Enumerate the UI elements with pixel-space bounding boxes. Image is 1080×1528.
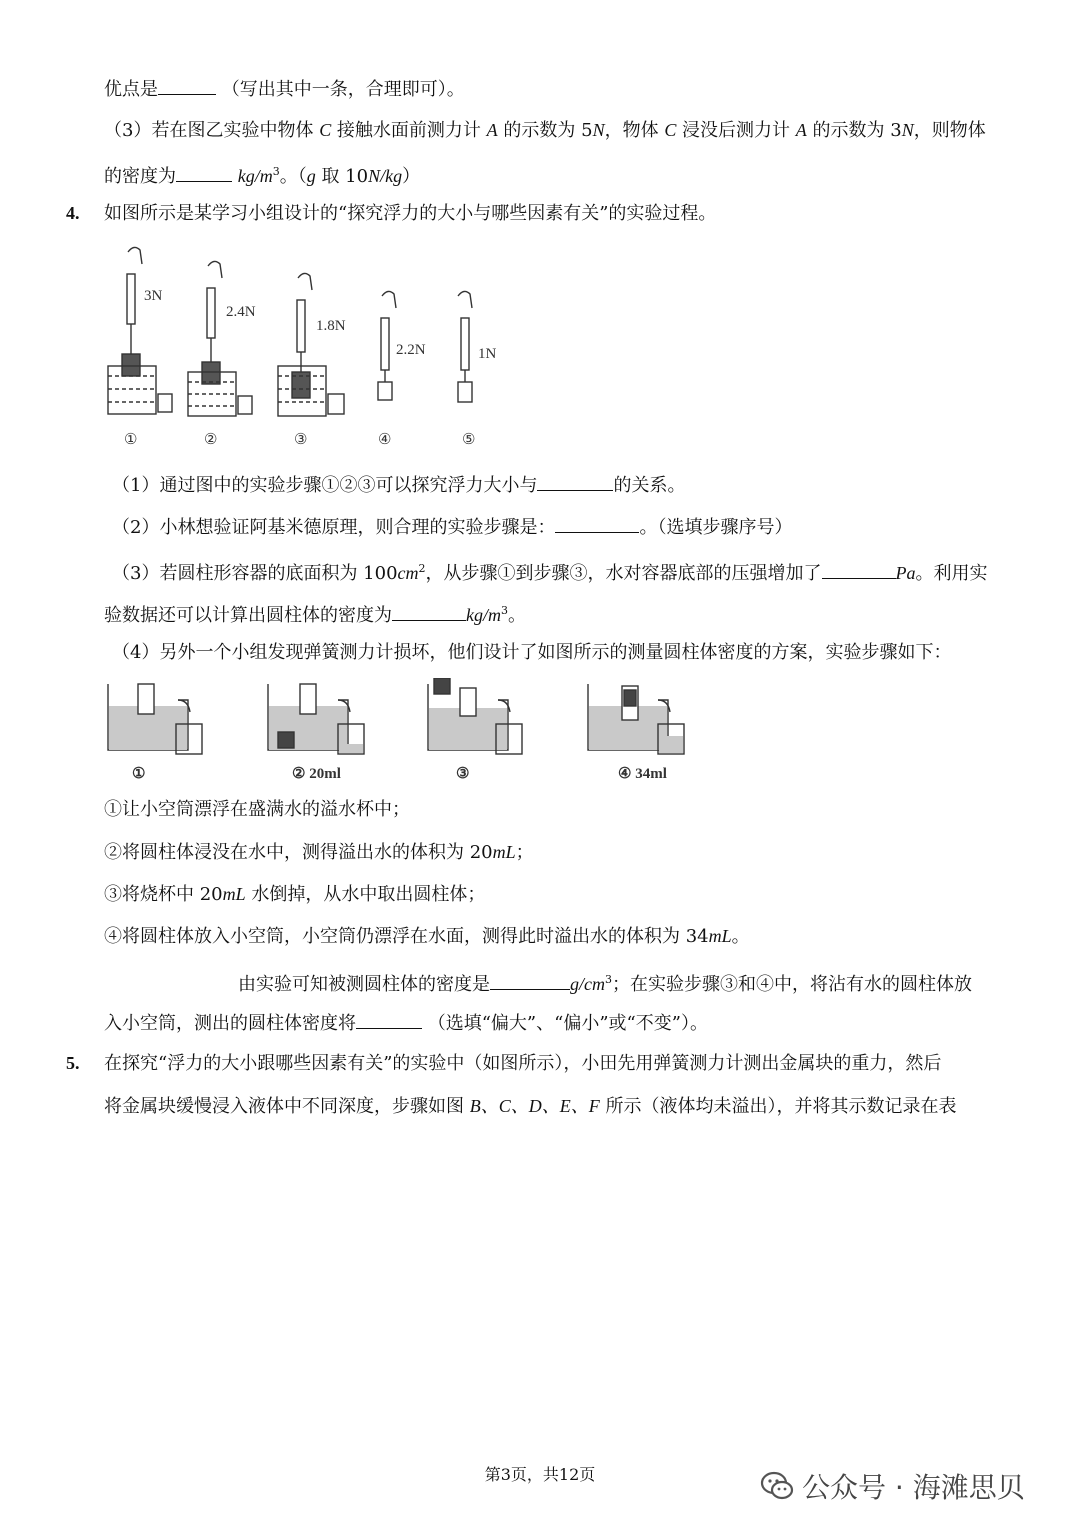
answer-blank[interactable] — [158, 76, 216, 95]
text: （3）若在图乙实验中物体 — [104, 120, 320, 141]
force-label: 2.2N — [396, 342, 426, 358]
q3-part3-line1 — [104, 118, 986, 143]
step-label: ④ — [378, 432, 392, 448]
symbol: C — [664, 120, 677, 140]
q4-step2 — [104, 840, 534, 865]
symbol: B、C、D、E、F — [469, 1096, 600, 1116]
text: ，物体 — [604, 120, 665, 141]
q4-part3-line2: 验数据还可以计算出圆柱体的密度为 $kg/m^3$。 — [104, 604, 526, 626]
text: ①让小空筒漂浮在盛满水的溢水杯中； — [104, 799, 410, 820]
text: ； — [515, 842, 534, 863]
text: 。 — [731, 926, 750, 947]
answer-blank[interactable] — [822, 560, 896, 579]
unit: mL — [492, 842, 516, 862]
q3-part3-line2: 的密度为 $kg/m^3$。（g 取 10N/kg） — [104, 165, 421, 187]
q4-step3 — [104, 882, 485, 907]
text: 验数据还可以计算出圆柱体的密度为 — [104, 605, 392, 626]
figure-spring-scale-experiment — [100, 244, 520, 454]
symbol: g — [306, 166, 316, 186]
symbol: A — [795, 120, 807, 140]
text: 。 — [508, 605, 526, 626]
q5-line2 — [104, 1094, 956, 1119]
text: 如图所示是某学习小组设计的“探究浮力的大小与哪些因素有关”的实验过程。 — [104, 203, 717, 224]
text: 的示数为 3 — [806, 120, 902, 141]
step-label: ⑤ — [462, 432, 476, 448]
text: 由实验可知被测圆柱体的密度是 — [238, 974, 490, 995]
text: 的密度为 — [104, 166, 176, 187]
text: （4）另外一个小组发现弹簧测力计损坏，他们设计了如图所示的测量圆柱体密度的方案，实验步骤如下： — [112, 642, 952, 663]
text: 浸没后测力计 — [676, 120, 796, 141]
force-label: 3N — [144, 288, 163, 304]
q4-part4 — [112, 641, 951, 665]
unit: mL — [708, 926, 732, 946]
text: 水倒掉，从水中取出圆柱体； — [245, 884, 486, 905]
text: （1）通过图中的实验步骤①②③可以探究浮力大小与 — [112, 475, 538, 496]
answer-blank[interactable] — [176, 163, 232, 182]
page-footer: 第3页，共12页 — [484, 1465, 596, 1484]
step-label: ③ — [294, 432, 308, 448]
unit: N/kg — [368, 166, 403, 186]
answer-blank[interactable] — [537, 472, 613, 491]
wechat-icon — [760, 1469, 794, 1503]
text: ） — [402, 166, 421, 187]
text: （3）若圆柱形容器的底面积为 100 — [112, 563, 398, 584]
answer-blank[interactable] — [555, 514, 639, 533]
unit: kg/m — [237, 166, 273, 186]
text: 取 10 — [315, 166, 369, 187]
text: （选填“偏大”、“偏小”或“不变”）。 — [427, 1013, 708, 1034]
q4-step4 — [104, 924, 750, 949]
text: （2）小林想验证阿基米德原理，则合理的实验步骤是： — [112, 517, 556, 538]
text: ④将圆柱体放入小空筒，小空筒仍漂浮在水面，测得此时溢出水的体积为 34 — [104, 926, 709, 947]
step-label: ② 20ml — [292, 766, 341, 782]
text: 接触水面前测力计 — [331, 120, 487, 141]
text: 入小空筒，测出的圆柱体密度将 — [104, 1013, 356, 1034]
text: ③将烧杯中 20 — [104, 884, 223, 905]
force-label: 1.8N — [316, 318, 346, 334]
symbol: N — [901, 120, 914, 140]
force-label: 1N — [478, 346, 497, 362]
text: 的关系。 — [613, 475, 686, 496]
step-label: ③ — [456, 766, 470, 782]
answer-blank[interactable] — [392, 602, 466, 621]
watermark-text: 公众号 · 海滩思贝 — [802, 1471, 1025, 1504]
q4-stem — [104, 202, 716, 226]
unit: g/cm — [570, 974, 605, 994]
text: ②将圆柱体浸没在水中，测得溢出水的体积为 20 — [104, 842, 493, 863]
symbol: C — [319, 120, 332, 140]
question-number: 5. — [66, 1053, 80, 1073]
step-label: ① — [132, 766, 146, 782]
text: 。利用实 — [915, 563, 988, 584]
force-label: 2.4N — [226, 304, 256, 320]
watermark — [760, 1466, 1025, 1506]
text: 在探究“浮力的大小跟哪些因素有关”的实验中（如图所示），小田先用弹簧测力计测出金属块的重力，然后 — [104, 1053, 942, 1074]
q4-part3-line1: （3）若圆柱形容器的底面积为 $100cm^2$，从步骤①到步骤③，水对容器底部的压强增加了 Pa。利用实 — [112, 562, 988, 584]
unit: Pa — [895, 563, 916, 583]
q4-step1 — [104, 798, 410, 822]
step-label: ② — [204, 432, 218, 448]
figure-overflow-cup-experiment — [100, 678, 700, 786]
step-label: ④ 34ml — [618, 766, 667, 782]
text: 所示（液体均未溢出），并将其示数记录在表 — [599, 1096, 957, 1117]
q4-conclusion-line1: 由实验可知被测圆柱体的密度是 $g/cm^3$；在实验步骤③和④中，将沾有水的圆柱体放 — [238, 973, 972, 995]
q3-line-advantage — [104, 76, 465, 102]
unit: cm — [397, 563, 419, 583]
question-number: 4. — [66, 203, 80, 223]
text: ，从步骤①到步骤③，水对容器底部的压强增加了 — [425, 563, 822, 584]
symbol: N — [592, 120, 605, 140]
text: 的示数为 5 — [497, 120, 593, 141]
q4-part1 — [112, 472, 685, 498]
text: 优点是 — [104, 79, 158, 100]
q4-conclusion-line2 — [104, 1010, 708, 1036]
step-label: ① — [124, 432, 138, 448]
text: 。（选填步骤序号） — [639, 517, 793, 538]
text: ，则物体 — [913, 120, 986, 141]
text: （写出其中一条，合理即可）。 — [221, 79, 465, 100]
q5-line1 — [104, 1052, 941, 1076]
unit: kg/m — [466, 605, 501, 625]
text: 。（ — [279, 166, 307, 187]
text: 将金属块缓慢浸入液体中不同深度，步骤如图 — [104, 1096, 470, 1117]
answer-blank[interactable] — [356, 1010, 422, 1029]
unit: mL — [222, 884, 246, 904]
symbol: A — [486, 120, 498, 140]
text: ；在实验步骤③和④中，将沾有水的圆柱体放 — [612, 974, 972, 995]
q4-part2 — [112, 514, 792, 540]
answer-blank[interactable] — [490, 971, 570, 990]
